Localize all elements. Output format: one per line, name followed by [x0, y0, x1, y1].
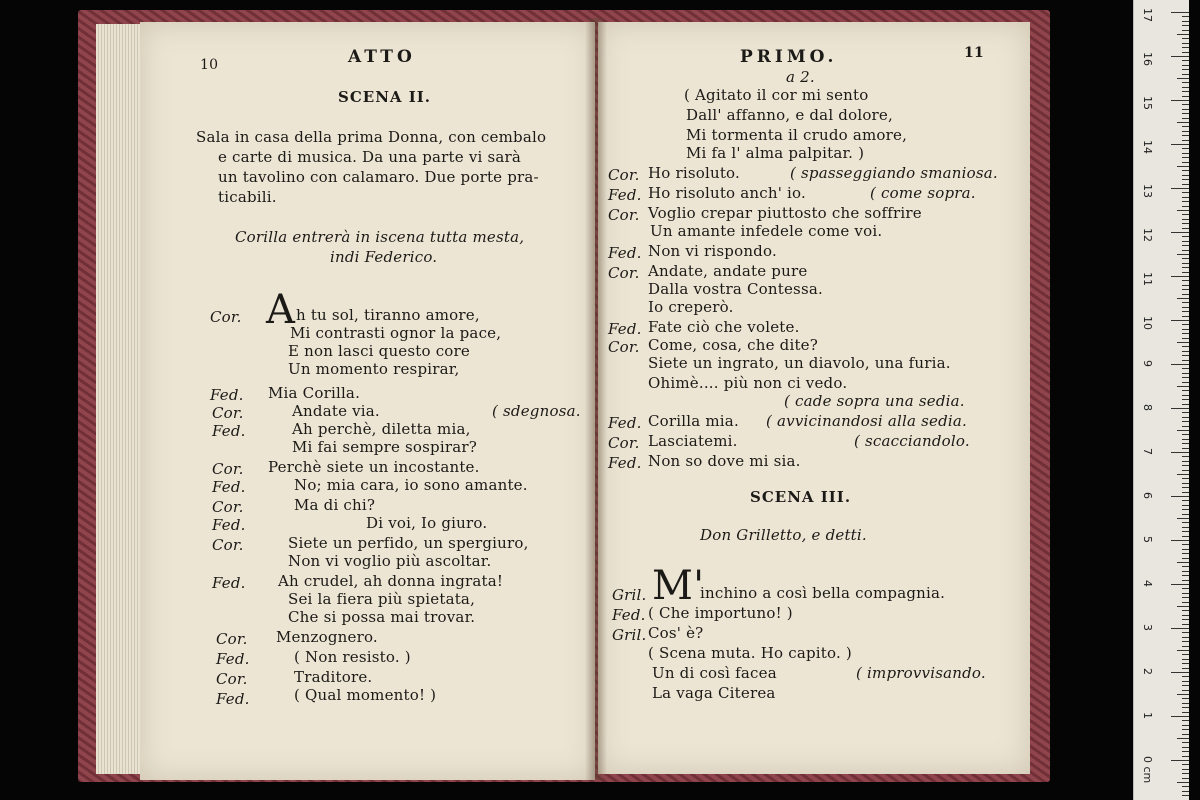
- ruler-tick: [1182, 69, 1189, 70]
- left-page: [140, 22, 595, 780]
- ruler-tick: [1182, 729, 1189, 730]
- ruler-tick: [1182, 153, 1189, 154]
- speaker-label: Fed.: [608, 244, 642, 262]
- verse-line: Ah perchè, diletta mia,: [292, 420, 471, 438]
- ruler-number: 16: [1141, 52, 1154, 66]
- ruler-number: 0 cm: [1141, 756, 1154, 784]
- ruler-tick: [1182, 258, 1189, 259]
- ruler-tick: [1182, 544, 1189, 545]
- ruler-tick: [1182, 201, 1189, 202]
- ruler-tick: [1182, 637, 1189, 638]
- ruler-tick: [1182, 302, 1189, 303]
- ruler-tick: [1182, 659, 1189, 660]
- scene-description-line: e carte di musica. Da una parte vi sarà: [218, 148, 522, 166]
- ruler-tick: [1182, 690, 1189, 691]
- page-number-right: 11: [964, 45, 984, 61]
- verse-line: Non vi voglio più ascoltar.: [288, 552, 492, 570]
- ruler-tick: [1177, 650, 1189, 651]
- ruler-tick: [1182, 465, 1189, 466]
- ruler-tick: [1182, 109, 1189, 110]
- ruler-tick: [1182, 685, 1189, 686]
- ruler-tick: [1182, 676, 1189, 677]
- ruler-tick: [1182, 126, 1189, 127]
- ruler-tick: [1182, 404, 1189, 405]
- speaker-label: Cor.: [212, 498, 244, 516]
- verse-line: Andate, andate pure: [648, 262, 808, 280]
- speaker-label: Fed.: [608, 454, 642, 472]
- ruler-tick: [1182, 96, 1189, 97]
- ruler-tick: [1182, 250, 1189, 251]
- scene-description-line: ticabili.: [218, 188, 277, 206]
- ruler-tick: [1182, 175, 1189, 176]
- ruler-tick: [1182, 60, 1189, 61]
- ruler-tick: [1177, 254, 1189, 255]
- ruler-tick: [1182, 267, 1189, 268]
- verse-line: h tu sol, tiranno amore,: [296, 306, 480, 324]
- ruler-tick: [1182, 329, 1189, 330]
- ruler-tick: [1182, 412, 1189, 413]
- ruler-tick: [1182, 487, 1189, 488]
- ruler-tick: [1171, 56, 1189, 57]
- ruler-number: 6: [1141, 492, 1154, 499]
- ruler-tick: [1182, 646, 1189, 647]
- ruler-tick: [1182, 382, 1189, 383]
- ruler-tick: [1182, 47, 1189, 48]
- ruler-tick: [1177, 386, 1189, 387]
- ruler-tick: [1182, 377, 1189, 378]
- ruler-number: 4: [1141, 580, 1154, 587]
- ruler-tick: [1171, 320, 1189, 321]
- verse-line: E non lasci questo core: [288, 342, 470, 360]
- speaker-label: Fed.: [212, 422, 246, 440]
- verse-line: Siete un perfido, un spergiuro,: [288, 534, 529, 552]
- ruler-tick: [1171, 760, 1189, 761]
- ruler-tick: [1182, 82, 1189, 83]
- ruler-tick: [1182, 778, 1189, 779]
- ruler-tick: [1182, 223, 1189, 224]
- ruler-tick: [1182, 571, 1189, 572]
- ensemble-marker: a 2.: [786, 68, 815, 86]
- ruler-tick: [1182, 21, 1189, 22]
- ruler-tick: [1182, 338, 1189, 339]
- verse-line: La vaga Citerea: [652, 684, 776, 702]
- ruler-tick: [1182, 360, 1189, 361]
- ruler-tick: [1182, 654, 1189, 655]
- verse-line: Corilla mia.: [648, 412, 739, 430]
- speaker-label: Fed.: [210, 386, 244, 404]
- ruler-tick: [1182, 712, 1189, 713]
- ruler-tick: [1182, 390, 1189, 391]
- ruler-tick: [1182, 575, 1189, 576]
- verse-line: ( Che importuno! ): [648, 604, 793, 622]
- ruler-number: 13: [1141, 184, 1154, 198]
- ruler-tick: [1182, 272, 1189, 273]
- scene-description-line: Sala in casa della prima Donna, con cembalo: [196, 128, 547, 146]
- ruler-tick: [1182, 478, 1189, 479]
- ruler-tick: [1182, 773, 1189, 774]
- verse-line: Fate ciò che volete.: [648, 318, 800, 336]
- ruler-tick: [1182, 417, 1189, 418]
- verse-line: Un momento respirar,: [288, 360, 460, 378]
- ruler-tick: [1182, 263, 1189, 264]
- ruler-tick: [1182, 580, 1189, 581]
- ruler-tick: [1182, 707, 1189, 708]
- ruler-tick: [1182, 426, 1189, 427]
- stage-direction: ( avvicinandosi alla sedia.: [766, 412, 968, 430]
- ruler-tick: [1171, 144, 1189, 145]
- ruler-number: 2: [1141, 668, 1154, 675]
- ruler-tick: [1182, 632, 1189, 633]
- ruler-tick: [1182, 720, 1189, 721]
- ruler-tick: [1182, 698, 1189, 699]
- speaker-label: Fed.: [216, 690, 250, 708]
- ruler-tick: [1182, 470, 1189, 471]
- speaker-label: Cor.: [608, 166, 640, 184]
- ruler-tick: [1182, 443, 1189, 444]
- ruler-tick: [1182, 294, 1189, 295]
- ruler-tick: [1182, 509, 1189, 510]
- running-header-left: ATTO: [348, 47, 416, 67]
- ruler-tick: [1182, 236, 1189, 237]
- verse-line: Ohimè.... più non ci vedo.: [648, 374, 848, 392]
- ruler-tick: [1182, 346, 1189, 347]
- ruler-tick: [1182, 285, 1189, 286]
- ruler-tick: [1182, 536, 1189, 537]
- ruler-tick: [1177, 78, 1189, 79]
- ruler-tick: [1177, 562, 1189, 563]
- ruler-number: 1: [1141, 712, 1154, 719]
- ruler-tick: [1182, 104, 1189, 105]
- ruler-tick: [1182, 241, 1189, 242]
- speaker-label: Cor.: [608, 338, 640, 356]
- ruler-tick: [1177, 430, 1189, 431]
- ruler-tick: [1182, 734, 1189, 735]
- ruler-tick: [1182, 245, 1189, 246]
- ruler-tick: [1182, 87, 1189, 88]
- ruler-tick: [1182, 439, 1189, 440]
- ruler-tick: [1182, 162, 1189, 163]
- ruler-tick: [1182, 25, 1189, 26]
- speaker-label: Cor.: [216, 630, 248, 648]
- speaker-label: Cor.: [212, 536, 244, 554]
- ruler-tick: [1182, 316, 1189, 317]
- ruler-tick: [1182, 514, 1189, 515]
- ruler-tick: [1182, 725, 1189, 726]
- ruler-tick: [1182, 399, 1189, 400]
- ruler-tick: [1182, 289, 1189, 290]
- ruler-tick: [1182, 610, 1189, 611]
- measuring-ruler: [1133, 0, 1189, 800]
- ruler-tick: [1182, 602, 1189, 603]
- ruler-tick: [1182, 333, 1189, 334]
- ruler-tick: [1182, 118, 1189, 119]
- verse-line: Che si possa mai trovar.: [288, 608, 476, 626]
- verse-line: Cos' è?: [648, 624, 704, 642]
- ruler-number: 7: [1141, 448, 1154, 455]
- ruler-tick: [1177, 738, 1189, 739]
- ruler-tick: [1182, 558, 1189, 559]
- scene-description-line: un tavolino con calamaro. Due porte pra-: [218, 168, 539, 186]
- stage-direction: Corilla entrerà in iscena tutta mesta,: [235, 228, 525, 246]
- speaker-label: Cor.: [212, 404, 244, 422]
- verse-line: ( Agitato il cor mi sento: [684, 86, 869, 104]
- speaker-label: Fed.: [608, 186, 642, 204]
- ruler-tick: [1177, 474, 1189, 475]
- ruler-tick: [1182, 448, 1189, 449]
- ruler-tick: [1182, 549, 1189, 550]
- ruler-tick: [1177, 606, 1189, 607]
- verse-line: Mia Corilla.: [268, 384, 361, 402]
- verse-line: Un di così facea: [652, 664, 777, 682]
- ruler-tick: [1182, 91, 1189, 92]
- ruler-tick: [1182, 219, 1189, 220]
- ruler-tick: [1182, 157, 1189, 158]
- speaker-label: Cor.: [608, 264, 640, 282]
- ruler-tick: [1182, 135, 1189, 136]
- drop-cap: M': [652, 563, 705, 609]
- verse-line: Non vi rispondo.: [648, 242, 777, 260]
- ruler-tick: [1182, 140, 1189, 141]
- ruler-tick: [1171, 364, 1189, 365]
- verse-line: Voglio crepar piuttosto che soffrire: [648, 204, 922, 222]
- ruler-tick: [1177, 298, 1189, 299]
- ruler-tick: [1182, 324, 1189, 325]
- ruler-number: 8: [1141, 404, 1154, 411]
- verse-line: Ma di chi?: [294, 496, 376, 514]
- ruler-tick: [1182, 461, 1189, 462]
- ruler-tick: [1177, 166, 1189, 167]
- ruler-number: 3: [1141, 624, 1154, 631]
- ruler-tick: [1182, 742, 1189, 743]
- ruler-tick: [1171, 584, 1189, 585]
- ruler-tick: [1182, 184, 1189, 185]
- verse-line: Lasciatemi.: [648, 432, 738, 450]
- ruler-tick: [1171, 496, 1189, 497]
- verse-line: Ho risoluto anch' io.: [648, 184, 806, 202]
- speaker-label: Fed.: [212, 516, 246, 534]
- ruler-tick: [1182, 43, 1189, 44]
- ruler-tick: [1182, 395, 1189, 396]
- ruler-tick: [1182, 668, 1189, 669]
- ruler-tick: [1171, 12, 1189, 13]
- ruler-tick: [1182, 228, 1189, 229]
- ruler-tick: [1182, 214, 1189, 215]
- ruler-tick: [1182, 456, 1189, 457]
- ruler-tick: [1182, 206, 1189, 207]
- ruler-number: 17: [1141, 8, 1154, 22]
- ruler-tick: [1182, 597, 1189, 598]
- ruler-tick: [1182, 355, 1189, 356]
- stage-direction: indi Federico.: [330, 248, 438, 266]
- scene-heading: SCENA III.: [750, 488, 852, 506]
- verse-line: ( Scena muta. Ho capito. ): [648, 644, 852, 662]
- verse-line: Ho risoluto.: [648, 164, 740, 182]
- verse-line: Mi tormenta il crudo amore,: [686, 126, 908, 144]
- speaker-label: Cor.: [608, 434, 640, 452]
- verse-line: Perchè siete un incostante.: [268, 458, 480, 476]
- ruler-tick: [1182, 588, 1189, 589]
- ruler-tick: [1177, 694, 1189, 695]
- ruler-number: 10: [1141, 316, 1154, 330]
- right-page: [598, 22, 1030, 774]
- ruler-tick: [1171, 452, 1189, 453]
- ruler-tick: [1182, 113, 1189, 114]
- speaker-label: Gril.: [612, 586, 647, 604]
- ruler-tick: [1182, 192, 1189, 193]
- ruler-number: 14: [1141, 140, 1154, 154]
- stage-direction: Don Grilletto, e detti.: [700, 526, 867, 544]
- running-header-right: PRIMO.: [740, 47, 838, 67]
- ruler-tick: [1182, 764, 1189, 765]
- speaker-label: Fed.: [212, 574, 246, 592]
- ruler-tick: [1182, 368, 1189, 369]
- drop-cap: A: [266, 287, 296, 333]
- speaker-label: Fed.: [212, 478, 246, 496]
- ruler-tick: [1182, 421, 1189, 422]
- ruler-number: 9: [1141, 360, 1154, 367]
- verse-line: Mi contrasti ognor la pace,: [290, 324, 502, 342]
- verse-line: ( Non resisto. ): [294, 648, 411, 666]
- ruler-tick: [1182, 197, 1189, 198]
- verse-line: Come, cosa, che dite?: [648, 336, 819, 354]
- ruler-tick: [1182, 527, 1189, 528]
- verse-line: inchino a così bella compagnia.: [700, 584, 946, 602]
- ruler-tick: [1182, 148, 1189, 149]
- verse-line: Traditore.: [294, 668, 373, 686]
- verse-line: Mi fai sempre sospirar?: [292, 438, 477, 456]
- speaker-label: Fed.: [608, 414, 642, 432]
- ruler-tick: [1182, 351, 1189, 352]
- ruler-tick: [1182, 663, 1189, 664]
- ruler-tick: [1182, 52, 1189, 53]
- ruler-tick: [1171, 716, 1189, 717]
- ruler-tick: [1182, 74, 1189, 75]
- ruler-tick: [1182, 553, 1189, 554]
- verse-line: ( Qual momento! ): [294, 686, 437, 704]
- ruler-tick: [1177, 342, 1189, 343]
- verse-line: Ah crudel, ah donna ingrata!: [278, 572, 504, 590]
- ruler-tick: [1182, 522, 1189, 523]
- verse-line: Mi fa l' alma palpitar. ): [686, 144, 865, 162]
- ruler-tick: [1171, 672, 1189, 673]
- verse-line: Un amante infedele come voi.: [650, 222, 883, 240]
- ruler-tick: [1182, 373, 1189, 374]
- ruler-tick: [1182, 703, 1189, 704]
- verse-line: Sei la fiera più spietata,: [288, 590, 476, 608]
- ruler-tick: [1182, 531, 1189, 532]
- ruler-tick: [1171, 100, 1189, 101]
- ruler-tick: [1182, 566, 1189, 567]
- ruler-tick: [1182, 747, 1189, 748]
- ruler-tick: [1182, 311, 1189, 312]
- ruler-tick: [1182, 756, 1189, 757]
- verse-line: Dalla vostra Contessa.: [648, 280, 823, 298]
- verse-line: Dall' affanno, e dal dolore,: [686, 106, 893, 124]
- ruler-tick: [1171, 232, 1189, 233]
- speaker-label: Fed.: [608, 320, 642, 338]
- verse-line: No; mia cara, io sono amante.: [294, 476, 528, 494]
- scene-heading: SCENA II.: [338, 88, 432, 106]
- speaker-label: Fed.: [612, 606, 646, 624]
- ruler-tick: [1182, 593, 1189, 594]
- ruler-tick: [1182, 483, 1189, 484]
- ruler-number: 11: [1141, 272, 1154, 286]
- verse-line: Io creperò.: [648, 298, 734, 316]
- ruler-number: 12: [1141, 228, 1154, 242]
- ruler-tick: [1171, 540, 1189, 541]
- ruler-tick: [1182, 492, 1189, 493]
- verse-line: Menzognero.: [276, 628, 378, 646]
- stage-direction: ( come sopra.: [870, 184, 976, 202]
- stage-direction: ( improvvisando.: [856, 664, 986, 682]
- ruler-tick: [1182, 307, 1189, 308]
- speaker-label: Cor.: [216, 670, 248, 688]
- stage-direction: ( scacciandolo.: [854, 432, 970, 450]
- speaker-label: Cor.: [212, 460, 244, 478]
- ruler-tick: [1177, 210, 1189, 211]
- ruler-tick: [1182, 615, 1189, 616]
- speaker-label: Cor.: [608, 206, 640, 224]
- page-number-left: 10: [200, 57, 219, 73]
- ruler-tick: [1182, 791, 1189, 792]
- ruler-tick: [1177, 782, 1189, 783]
- ruler-tick: [1182, 641, 1189, 642]
- ruler-tick: [1182, 16, 1189, 17]
- speaker-label: Fed.: [216, 650, 250, 668]
- speaker-label: Cor.: [210, 308, 242, 326]
- ruler-tick: [1171, 408, 1189, 409]
- speaker-label: Gril.: [612, 626, 647, 644]
- ruler-tick: [1182, 500, 1189, 501]
- ruler-tick: [1182, 681, 1189, 682]
- ruler-number: 5: [1141, 536, 1154, 543]
- ruler-tick: [1182, 179, 1189, 180]
- stage-direction: ( spasseggiando smaniosa.: [790, 164, 998, 182]
- ruler-tick: [1182, 65, 1189, 66]
- ruler-number: 15: [1141, 96, 1154, 110]
- ruler-tick: [1177, 34, 1189, 35]
- ruler-tick: [1182, 30, 1189, 31]
- ruler-tick: [1182, 505, 1189, 506]
- book-gutter: [585, 18, 607, 780]
- ruler-tick: [1182, 769, 1189, 770]
- ruler-tick: [1177, 518, 1189, 519]
- ruler-tick: [1182, 624, 1189, 625]
- ruler-tick: [1182, 751, 1189, 752]
- ruler-tick: [1171, 628, 1189, 629]
- stage-direction: ( cade sopra una sedia.: [784, 392, 965, 410]
- ruler-tick: [1171, 276, 1189, 277]
- stage-direction: ( sdegnosa.: [492, 402, 581, 420]
- ruler-tick: [1182, 131, 1189, 132]
- ruler-tick: [1182, 38, 1189, 39]
- verse-line: Di voi, Io giuro.: [366, 514, 488, 532]
- ruler-tick: [1177, 122, 1189, 123]
- verse-line: Non so dove mi sia.: [648, 452, 801, 470]
- ruler-tick: [1182, 170, 1189, 171]
- ruler-tick: [1182, 434, 1189, 435]
- verse-line: Andate via.: [292, 402, 380, 420]
- ruler-tick: [1182, 280, 1189, 281]
- ruler-tick: [1182, 786, 1189, 787]
- verse-line: Siete un ingrato, un diavolo, una furia.: [648, 354, 951, 372]
- ruler-tick: [1171, 188, 1189, 189]
- ruler-tick: [1182, 619, 1189, 620]
- ruler-tick: [1182, 795, 1189, 796]
